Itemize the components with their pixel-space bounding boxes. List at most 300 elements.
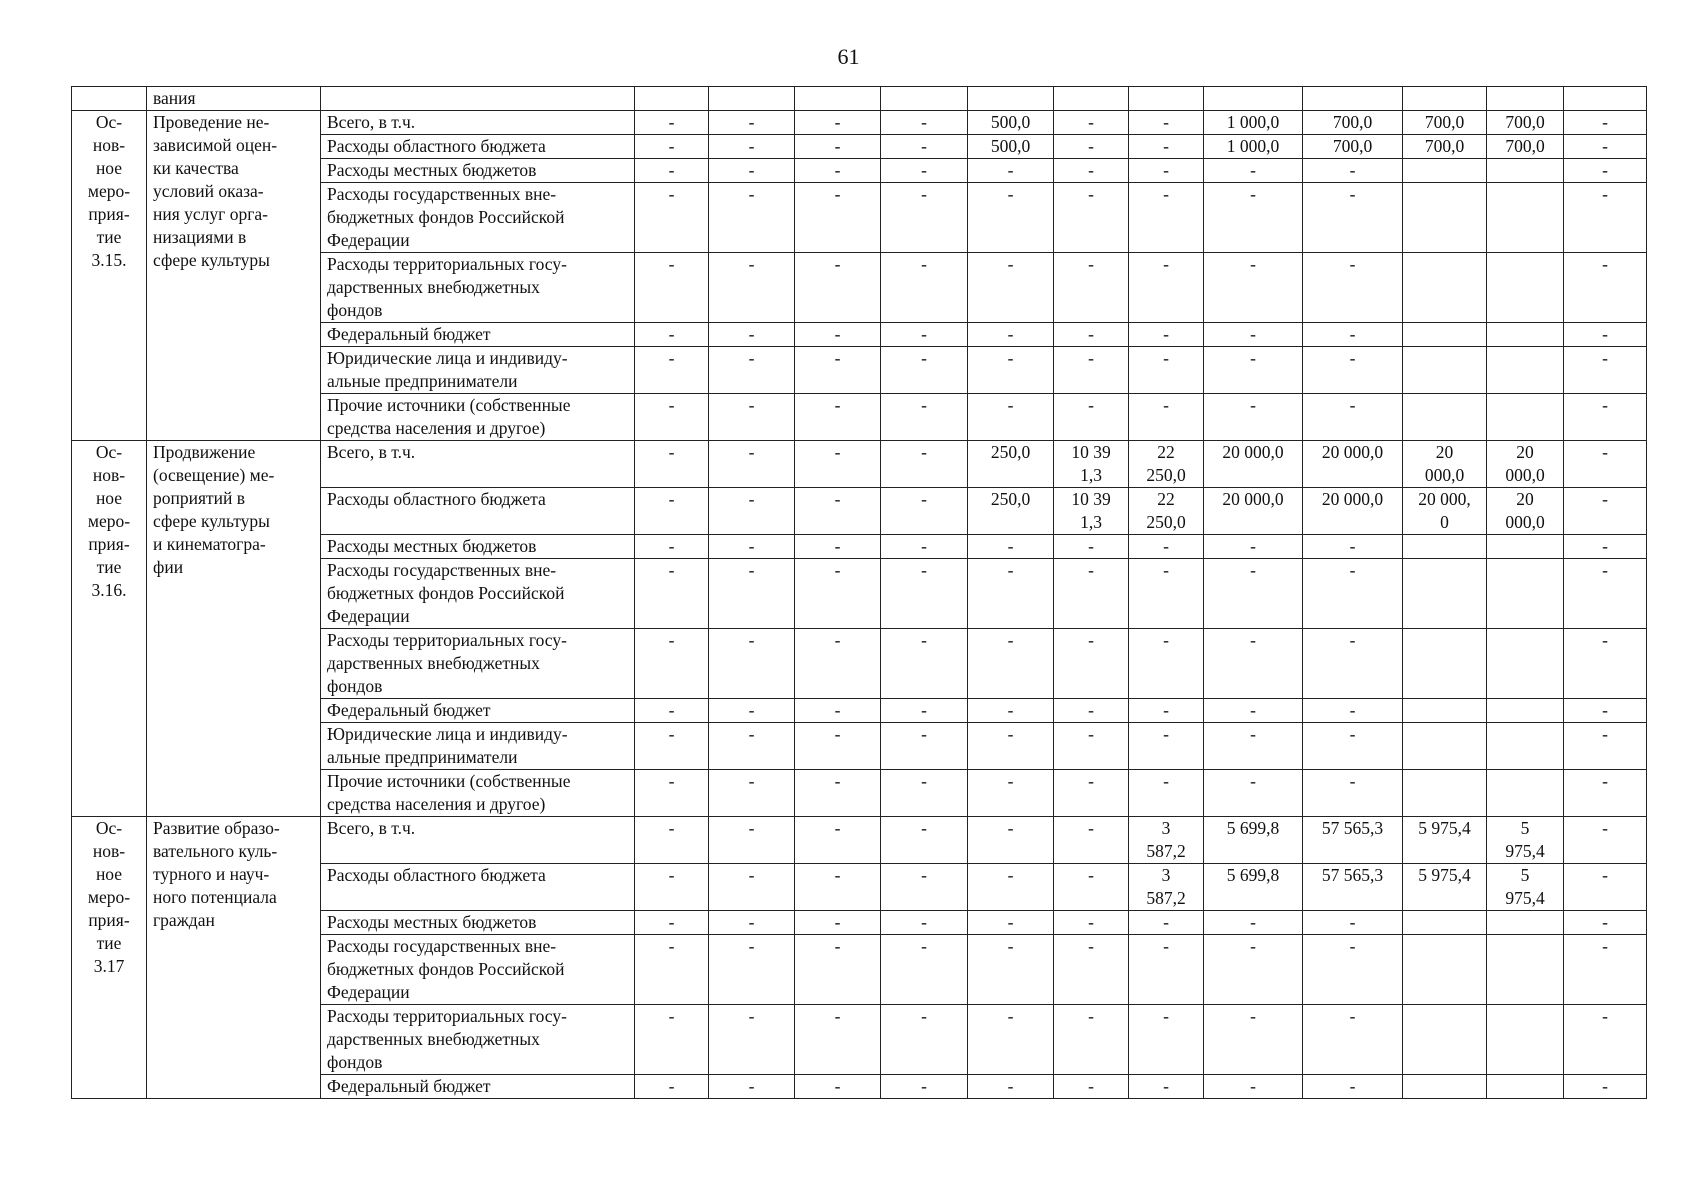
value-cell xyxy=(1403,559,1487,629)
funding-source-cell: Расходы местных бюджетов xyxy=(321,911,635,935)
value-cell: - xyxy=(709,347,795,394)
value-cell xyxy=(1487,911,1564,935)
value-cell: - xyxy=(709,183,795,253)
value-cell: - xyxy=(709,441,795,488)
value-cell: - xyxy=(635,723,709,770)
value-cell: - xyxy=(795,629,881,699)
value-cell: - xyxy=(795,559,881,629)
value-cell: - xyxy=(795,441,881,488)
value-cell xyxy=(795,87,881,111)
value-cell: - xyxy=(1564,629,1647,699)
value-cell: 5 975,4 xyxy=(1487,817,1564,864)
value-cell: - xyxy=(635,1005,709,1075)
value-cell: - xyxy=(635,111,709,135)
value-cell: - xyxy=(968,1005,1054,1075)
value-cell: - xyxy=(1564,817,1647,864)
value-cell: - xyxy=(1054,935,1129,1005)
value-cell: - xyxy=(795,1075,881,1099)
funding-source-cell: Федеральный бюджет xyxy=(321,699,635,723)
value-cell: - xyxy=(1564,864,1647,911)
value-cell: 5 975,4 xyxy=(1487,864,1564,911)
value-cell: - xyxy=(968,253,1054,323)
value-cell: - xyxy=(635,699,709,723)
value-cell: - xyxy=(968,183,1054,253)
value-cell: 22 250,0 xyxy=(1129,488,1204,535)
budget-table xyxy=(71,86,1647,1099)
value-cell: - xyxy=(1204,1005,1303,1075)
value-cell: - xyxy=(968,1075,1054,1099)
value-cell: - xyxy=(709,699,795,723)
value-cell: - xyxy=(1129,535,1204,559)
value-cell: - xyxy=(1054,535,1129,559)
value-cell: - xyxy=(635,864,709,911)
value-cell: - xyxy=(1303,723,1403,770)
value-cell: - xyxy=(1129,253,1204,323)
value-cell xyxy=(1129,87,1204,111)
value-cell xyxy=(1487,535,1564,559)
value-cell: - xyxy=(1129,111,1204,135)
value-cell: - xyxy=(968,159,1054,183)
value-cell: 5 975,4 xyxy=(1403,817,1487,864)
value-cell: 3 587,2 xyxy=(1129,864,1204,911)
value-cell: 20 000, 0 xyxy=(1403,488,1487,535)
value-cell: - xyxy=(709,770,795,817)
value-cell: 250,0 xyxy=(968,441,1054,488)
value-cell: - xyxy=(1564,159,1647,183)
value-cell: - xyxy=(1204,253,1303,323)
activity-name-cell: Продвижение (освещение) ме- роприятий в сфере культуры и кинематогра- фии xyxy=(147,441,321,817)
value-cell: - xyxy=(1204,159,1303,183)
funding-source-cell: Всего, в т.ч. xyxy=(321,441,635,488)
value-cell: - xyxy=(881,935,968,1005)
funding-source-cell: Расходы местных бюджетов xyxy=(321,535,635,559)
value-cell: - xyxy=(1303,1075,1403,1099)
value-cell: - xyxy=(635,183,709,253)
value-cell: - xyxy=(709,159,795,183)
value-cell: - xyxy=(635,253,709,323)
value-cell xyxy=(1487,1075,1564,1099)
value-cell: 700,0 xyxy=(1403,135,1487,159)
value-cell: 700,0 xyxy=(1487,111,1564,135)
value-cell: - xyxy=(1564,183,1647,253)
activity-cell: вания xyxy=(147,87,321,111)
funding-source-cell: Юридические лица и индивиду- альные предприниматели xyxy=(321,347,635,394)
value-cell: 5 975,4 xyxy=(1403,864,1487,911)
value-cell: - xyxy=(968,559,1054,629)
value-cell: - xyxy=(1054,864,1129,911)
value-cell: - xyxy=(1564,394,1647,441)
value-cell: - xyxy=(1129,323,1204,347)
value-cell: - xyxy=(1303,253,1403,323)
value-cell xyxy=(1487,394,1564,441)
value-cell: - xyxy=(881,1005,968,1075)
value-cell: - xyxy=(709,935,795,1005)
value-cell: - xyxy=(1204,535,1303,559)
value-cell: - xyxy=(795,323,881,347)
value-cell: - xyxy=(1129,159,1204,183)
funding-source-cell: Всего, в т.ч. xyxy=(321,111,635,135)
value-cell: - xyxy=(1303,559,1403,629)
value-cell: - xyxy=(709,394,795,441)
value-cell: - xyxy=(1564,699,1647,723)
value-cell: - xyxy=(968,723,1054,770)
value-cell: 700,0 xyxy=(1303,135,1403,159)
value-cell: - xyxy=(881,253,968,323)
value-cell: - xyxy=(795,488,881,535)
funding-source-cell: Расходы областного бюджета xyxy=(321,864,635,911)
value-cell: 57 565,3 xyxy=(1303,864,1403,911)
value-cell: - xyxy=(1303,629,1403,699)
value-cell: 20 000,0 xyxy=(1403,441,1487,488)
value-cell: - xyxy=(881,347,968,394)
activity-name-cell: Развитие образо- вательного куль- турного и науч- ного потенциала граждан xyxy=(147,817,321,1099)
value-cell: - xyxy=(635,488,709,535)
value-cell xyxy=(1487,253,1564,323)
value-cell: - xyxy=(1564,535,1647,559)
value-cell xyxy=(1487,770,1564,817)
value-cell: - xyxy=(795,159,881,183)
value-cell: - xyxy=(1054,629,1129,699)
value-cell xyxy=(1403,183,1487,253)
value-cell: - xyxy=(1303,935,1403,1005)
value-cell: 5 699,8 xyxy=(1204,864,1303,911)
value-cell: - xyxy=(881,559,968,629)
value-cell: - xyxy=(1129,770,1204,817)
value-cell xyxy=(1403,87,1487,111)
value-cell: - xyxy=(1303,347,1403,394)
value-cell: - xyxy=(1303,183,1403,253)
value-cell: 250,0 xyxy=(968,488,1054,535)
value-cell xyxy=(1403,159,1487,183)
value-cell: - xyxy=(635,559,709,629)
value-cell xyxy=(1564,87,1647,111)
funding-source-cell: Федеральный бюджет xyxy=(321,323,635,347)
value-cell: - xyxy=(1129,394,1204,441)
value-cell: - xyxy=(1054,723,1129,770)
value-cell: - xyxy=(1564,559,1647,629)
value-cell xyxy=(1403,935,1487,1005)
value-cell: - xyxy=(1129,629,1204,699)
value-cell: - xyxy=(1054,347,1129,394)
value-cell xyxy=(1403,911,1487,935)
funding-source-cell: Расходы территориальных госу- дарственных внебюджетных фондов xyxy=(321,629,635,699)
value-cell: - xyxy=(795,111,881,135)
value-cell: - xyxy=(1564,1075,1647,1099)
value-cell: - xyxy=(1054,699,1129,723)
value-cell: - xyxy=(1303,394,1403,441)
value-cell xyxy=(1403,394,1487,441)
value-cell: - xyxy=(881,183,968,253)
value-cell: - xyxy=(968,864,1054,911)
value-cell: - xyxy=(1054,817,1129,864)
activity-code-cell: Ос- нов- ное меро- прия- тие 3.16. xyxy=(72,441,147,817)
funding-source-cell: Расходы территориальных госу- дарственных внебюджетных фондов xyxy=(321,1005,635,1075)
funding-source-cell: Прочие источники (собственные средства населения и другое) xyxy=(321,770,635,817)
value-cell xyxy=(1487,629,1564,699)
value-cell: - xyxy=(881,394,968,441)
value-cell: - xyxy=(1564,935,1647,1005)
value-cell: - xyxy=(968,535,1054,559)
value-cell: - xyxy=(1204,629,1303,699)
value-cell xyxy=(1487,699,1564,723)
value-cell: - xyxy=(709,135,795,159)
value-cell: - xyxy=(1564,111,1647,135)
funding-source-cell: Расходы областного бюджета xyxy=(321,488,635,535)
value-cell: - xyxy=(881,159,968,183)
value-cell: - xyxy=(1204,723,1303,770)
value-cell: - xyxy=(881,817,968,864)
value-cell: - xyxy=(795,183,881,253)
value-cell xyxy=(1403,699,1487,723)
value-cell: - xyxy=(795,864,881,911)
value-cell: - xyxy=(1564,323,1647,347)
value-cell: 57 565,3 xyxy=(1303,817,1403,864)
value-cell xyxy=(1403,770,1487,817)
value-cell: - xyxy=(1129,1005,1204,1075)
value-cell: - xyxy=(709,723,795,770)
value-cell: - xyxy=(709,323,795,347)
code-cell xyxy=(72,87,147,111)
value-cell: - xyxy=(1564,723,1647,770)
value-cell xyxy=(1487,1005,1564,1075)
funding-source-cell: Всего, в т.ч. xyxy=(321,817,635,864)
value-cell: - xyxy=(1129,699,1204,723)
value-cell: - xyxy=(1129,935,1204,1005)
page-number: 61 xyxy=(837,44,860,69)
value-cell: 700,0 xyxy=(1487,135,1564,159)
value-cell: - xyxy=(795,770,881,817)
value-cell xyxy=(1403,347,1487,394)
value-cell: - xyxy=(635,629,709,699)
value-cell: - xyxy=(1054,394,1129,441)
value-cell: - xyxy=(968,817,1054,864)
value-cell: - xyxy=(1204,911,1303,935)
value-cell: - xyxy=(1054,1005,1129,1075)
value-cell: - xyxy=(1054,253,1129,323)
table-body xyxy=(72,87,1647,1099)
value-cell: - xyxy=(1303,323,1403,347)
value-cell: - xyxy=(1204,935,1303,1005)
value-cell: - xyxy=(1204,559,1303,629)
value-cell: - xyxy=(795,394,881,441)
value-cell: - xyxy=(1204,1075,1303,1099)
value-cell: 20 000,0 xyxy=(1487,441,1564,488)
value-cell: - xyxy=(1129,911,1204,935)
value-cell: - xyxy=(881,135,968,159)
value-cell: - xyxy=(635,159,709,183)
value-cell: 3 587,2 xyxy=(1129,817,1204,864)
value-cell: - xyxy=(709,911,795,935)
value-cell: 1 000,0 xyxy=(1204,135,1303,159)
value-cell: 1 000,0 xyxy=(1204,111,1303,135)
value-cell xyxy=(1487,323,1564,347)
value-cell: - xyxy=(1054,1075,1129,1099)
value-cell: - xyxy=(881,723,968,770)
value-cell: 20 000,0 xyxy=(1204,441,1303,488)
value-cell: - xyxy=(1303,1005,1403,1075)
value-cell: - xyxy=(968,629,1054,699)
value-cell: - xyxy=(1564,253,1647,323)
value-cell: - xyxy=(968,323,1054,347)
value-cell: - xyxy=(1564,911,1647,935)
value-cell: 5 699,8 xyxy=(1204,817,1303,864)
value-cell: - xyxy=(635,441,709,488)
activity-name-cell: Проведение не- зависимой оцен- ки качества условий оказа- ния услуг орга- низациями в сфере культуры xyxy=(147,111,321,441)
value-cell: - xyxy=(968,935,1054,1005)
value-cell: - xyxy=(709,488,795,535)
value-cell: 20 000,0 xyxy=(1303,441,1403,488)
value-cell: - xyxy=(1204,323,1303,347)
value-cell: - xyxy=(1204,770,1303,817)
value-cell: - xyxy=(709,1075,795,1099)
value-cell: 700,0 xyxy=(1403,111,1487,135)
value-cell: - xyxy=(1054,770,1129,817)
value-cell xyxy=(1403,1005,1487,1075)
value-cell: - xyxy=(881,699,968,723)
value-cell: - xyxy=(1054,159,1129,183)
value-cell: 22 250,0 xyxy=(1129,441,1204,488)
value-cell: - xyxy=(635,770,709,817)
value-cell: - xyxy=(1564,441,1647,488)
value-cell: - xyxy=(1054,911,1129,935)
funding-source-cell: Расходы государственных вне- бюджетных фондов Российской Федерации xyxy=(321,935,635,1005)
value-cell: - xyxy=(881,535,968,559)
value-cell: 20 000,0 xyxy=(1204,488,1303,535)
value-cell: - xyxy=(709,559,795,629)
value-cell xyxy=(1403,629,1487,699)
value-cell: - xyxy=(1204,699,1303,723)
value-cell xyxy=(1303,87,1403,111)
table-row xyxy=(72,441,1647,488)
value-cell: - xyxy=(1204,183,1303,253)
value-cell: - xyxy=(709,1005,795,1075)
value-cell: - xyxy=(881,323,968,347)
value-cell: - xyxy=(795,723,881,770)
value-cell: - xyxy=(968,699,1054,723)
value-cell xyxy=(1487,159,1564,183)
value-cell: - xyxy=(1204,347,1303,394)
value-cell: 500,0 xyxy=(968,111,1054,135)
funding-source-cell: Расходы местных бюджетов xyxy=(321,159,635,183)
value-cell: - xyxy=(881,441,968,488)
value-cell: 20 000,0 xyxy=(1303,488,1403,535)
value-cell xyxy=(1487,183,1564,253)
value-cell: - xyxy=(1129,723,1204,770)
value-cell xyxy=(1403,253,1487,323)
value-cell: - xyxy=(1564,347,1647,394)
value-cell: - xyxy=(968,770,1054,817)
value-cell: - xyxy=(709,253,795,323)
value-cell: - xyxy=(1129,183,1204,253)
value-cell xyxy=(968,87,1054,111)
value-cell: - xyxy=(709,535,795,559)
value-cell: - xyxy=(1054,183,1129,253)
value-cell xyxy=(1403,1075,1487,1099)
value-cell: - xyxy=(1564,1005,1647,1075)
value-cell xyxy=(635,87,709,111)
funding-source-cell: Федеральный бюджет xyxy=(321,1075,635,1099)
value-cell: 10 39 1,3 xyxy=(1054,441,1129,488)
value-cell: - xyxy=(635,1075,709,1099)
value-cell: - xyxy=(709,629,795,699)
funding-source-cell: Юридические лица и индивиду- альные предприниматели xyxy=(321,723,635,770)
value-cell: - xyxy=(1303,535,1403,559)
value-cell: - xyxy=(968,911,1054,935)
value-cell: - xyxy=(709,817,795,864)
value-cell: - xyxy=(635,135,709,159)
value-cell: 700,0 xyxy=(1303,111,1403,135)
value-cell: - xyxy=(881,770,968,817)
funding-source-cell: Расходы государственных вне- бюджетных фондов Российской Федерации xyxy=(321,559,635,629)
table-row xyxy=(72,817,1647,864)
value-cell: - xyxy=(709,111,795,135)
value-cell: - xyxy=(1054,323,1129,347)
funding-source-cell: Расходы государственных вне- бюджетных фондов Российской Федерации xyxy=(321,183,635,253)
value-cell: - xyxy=(1204,394,1303,441)
value-cell: - xyxy=(635,935,709,1005)
value-cell: - xyxy=(1129,347,1204,394)
value-cell: - xyxy=(635,911,709,935)
activity-code-cell: Ос- нов- ное меро- прия- тие 3.15. xyxy=(72,111,147,441)
value-cell: - xyxy=(968,394,1054,441)
value-cell xyxy=(1403,723,1487,770)
continuation-row xyxy=(72,87,1647,111)
value-cell: - xyxy=(881,864,968,911)
value-cell: - xyxy=(635,394,709,441)
funding-source-cell: Расходы территориальных госу- дарственных внебюджетных фондов xyxy=(321,253,635,323)
value-cell xyxy=(1403,535,1487,559)
value-cell: - xyxy=(968,347,1054,394)
value-cell: - xyxy=(881,488,968,535)
value-cell: - xyxy=(795,535,881,559)
table-row xyxy=(72,111,1647,135)
value-cell xyxy=(1487,723,1564,770)
value-cell: - xyxy=(1054,559,1129,629)
value-cell: - xyxy=(795,135,881,159)
value-cell: - xyxy=(1303,911,1403,935)
value-cell xyxy=(1487,935,1564,1005)
value-cell: - xyxy=(1303,770,1403,817)
value-cell xyxy=(1054,87,1129,111)
value-cell: - xyxy=(881,629,968,699)
activity-code-cell: Ос- нов- ное меро- прия- тие 3.17 xyxy=(72,817,147,1099)
value-cell: - xyxy=(635,323,709,347)
value-cell xyxy=(881,87,968,111)
value-cell: - xyxy=(795,253,881,323)
value-cell: - xyxy=(1303,159,1403,183)
value-cell: - xyxy=(1303,699,1403,723)
value-cell: - xyxy=(1054,135,1129,159)
value-cell: 20 000,0 xyxy=(1487,488,1564,535)
funding-source-cell: Расходы областного бюджета xyxy=(321,135,635,159)
value-cell: - xyxy=(1129,135,1204,159)
value-cell xyxy=(1204,87,1303,111)
value-cell xyxy=(1487,347,1564,394)
value-cell: - xyxy=(881,1075,968,1099)
value-cell: - xyxy=(1054,111,1129,135)
value-cell: - xyxy=(881,911,968,935)
funding-source-cell: Прочие источники (собственные средства населения и другое) xyxy=(321,394,635,441)
source-cell xyxy=(321,87,635,111)
value-cell xyxy=(1487,559,1564,629)
value-cell: - xyxy=(795,911,881,935)
value-cell: - xyxy=(795,699,881,723)
value-cell: - xyxy=(795,817,881,864)
value-cell xyxy=(1403,323,1487,347)
value-cell: 10 39 1,3 xyxy=(1054,488,1129,535)
value-cell: - xyxy=(795,1005,881,1075)
value-cell: - xyxy=(709,864,795,911)
